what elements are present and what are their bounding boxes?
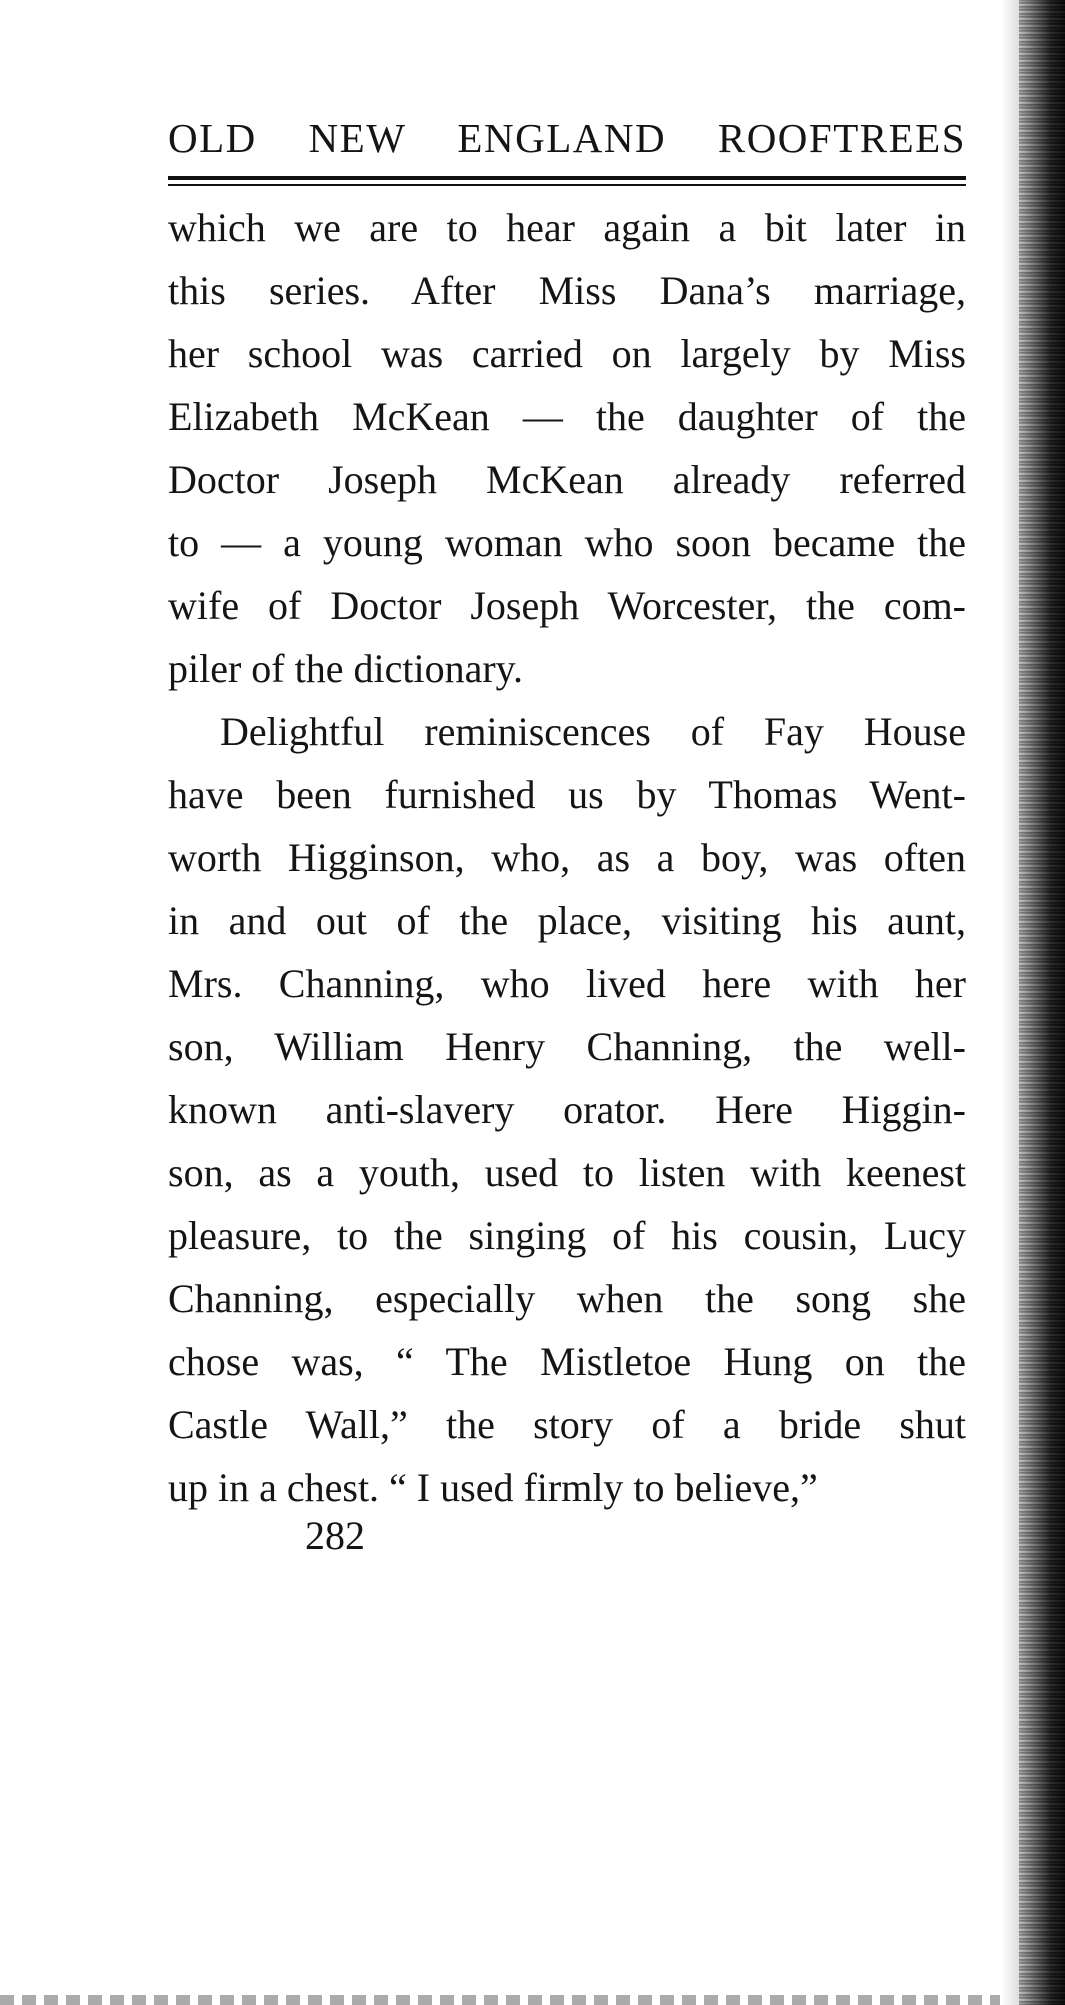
header-rule-thick <box>168 176 966 180</box>
header-rule-thin <box>168 184 966 186</box>
paragraph <box>168 196 966 700</box>
text-line: Castle Wall,” the story of a bride shut <box>168 1402 966 1447</box>
text-line: son, as a youth, used to listen with keenest <box>168 1150 966 1195</box>
text-line: chose was, “ The Mistletoe Hung on the <box>168 1339 966 1384</box>
text-line: Delightful reminiscences of Fay House <box>220 709 966 754</box>
text-line: wife of Doctor Joseph Worcester, the com- <box>168 583 966 628</box>
text-line: worth Higginson, who, as a boy, was often <box>168 835 966 880</box>
text-line: this series. After Miss Dana’s marriage, <box>168 268 966 313</box>
text-line: Elizabeth McKean — the daughter of the <box>168 394 966 439</box>
text-line: to — a young woman who soon became the <box>168 520 966 565</box>
paragraph <box>168 700 966 1519</box>
text-line: son, William Henry Channing, the well- <box>168 1024 966 1069</box>
text-line: Mrs. Channing, who lived here with her <box>168 961 966 1006</box>
body-text <box>168 196 966 1519</box>
text-line: Channing, especially when the song she <box>168 1276 966 1321</box>
text-line: her school was carried on largely by Miss <box>168 331 966 376</box>
page-number: 282 <box>305 1513 365 1558</box>
scan-artifact-bottom <box>0 1995 1000 2005</box>
text-line: in and out of the place, visiting his aunt, <box>168 898 966 943</box>
text-line: up in a chest. “ I used firmly to believe,” <box>168 1465 818 1510</box>
text-line: have been furnished us by Thomas Went- <box>168 772 966 817</box>
scanned-page-edge <box>1019 0 1065 2005</box>
text-line: Doctor Joseph McKean already referred <box>168 457 966 502</box>
text-block <box>168 100 966 1519</box>
text-line: pleasure, to the singing of his cousin, Lucy <box>168 1213 966 1258</box>
text-line: piler of the dictionary. <box>168 646 524 691</box>
text-line: which we are to hear again a bit later in <box>168 205 966 250</box>
page-gutter-shading <box>1001 0 1019 2005</box>
text-line: known anti-slavery orator. Here Higgin- <box>168 1087 966 1132</box>
running-head: OLD NEW ENGLAND ROOFTREES <box>168 115 966 161</box>
